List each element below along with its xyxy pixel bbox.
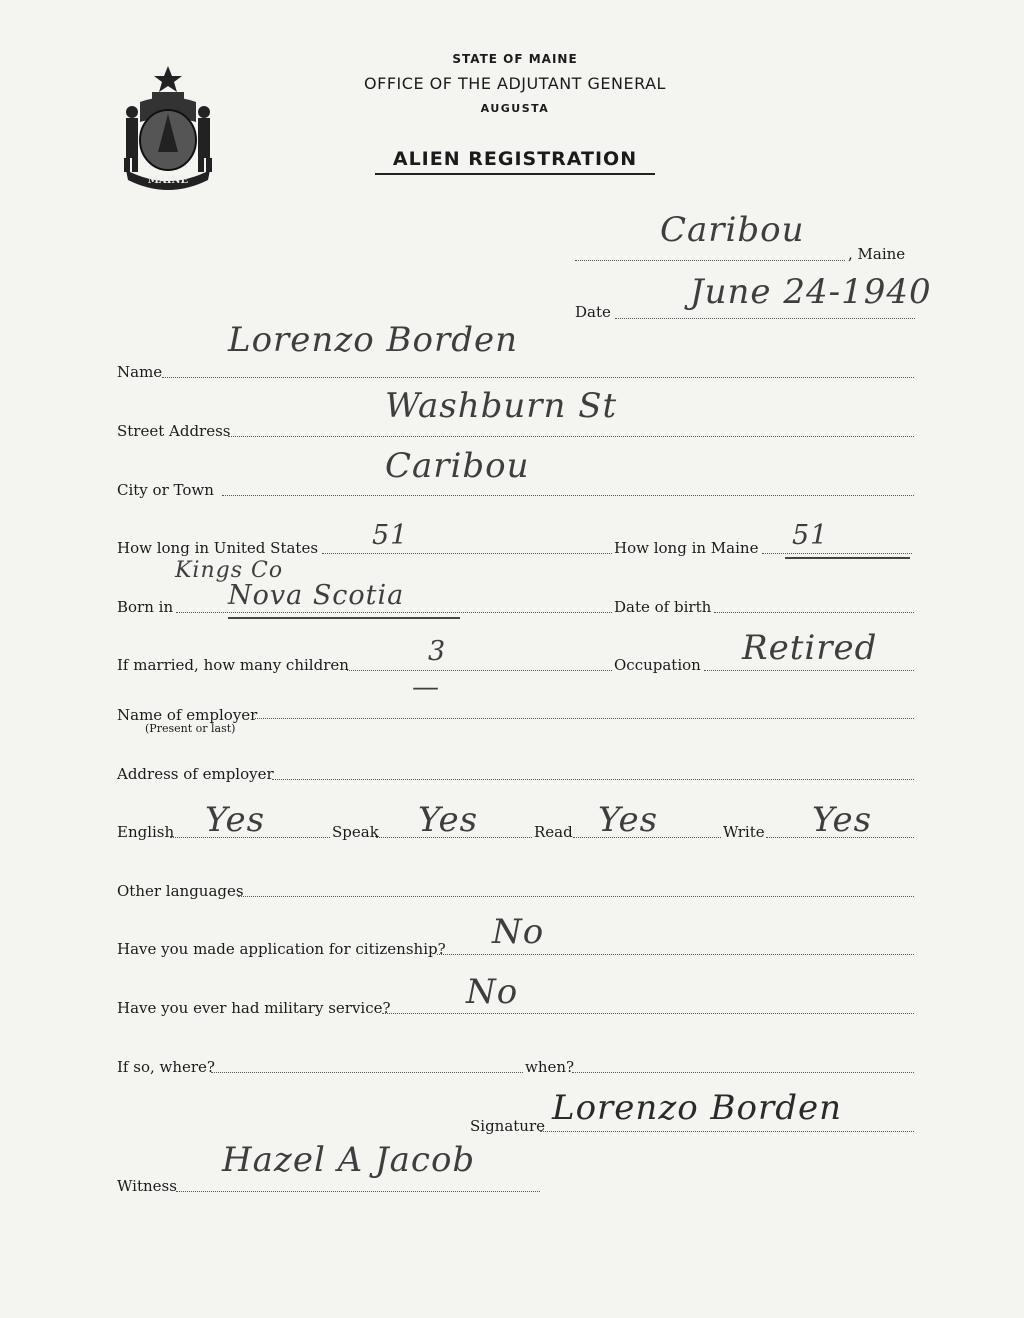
dob-label: Date of birth bbox=[614, 598, 712, 616]
where-line bbox=[211, 1072, 523, 1073]
english-value: Yes bbox=[205, 800, 266, 840]
name-label: Name bbox=[117, 363, 163, 381]
maine-label: , Maine bbox=[848, 245, 906, 263]
date-label: Date bbox=[575, 303, 611, 321]
write-value: Yes bbox=[812, 800, 873, 840]
maine-state-seal bbox=[112, 62, 224, 192]
street-value: Washburn St bbox=[385, 386, 618, 426]
military-label: Have you ever had military service? bbox=[117, 999, 391, 1017]
how-long-us-line bbox=[322, 553, 612, 554]
how-long-us-label: How long in United States bbox=[117, 539, 319, 557]
speak-label: Speak bbox=[332, 823, 379, 841]
occupation-label: Occupation bbox=[614, 656, 701, 674]
born-in-underline bbox=[228, 617, 460, 619]
children-line bbox=[347, 670, 612, 671]
place-value: Caribou bbox=[660, 210, 805, 250]
how-long-maine-value: 51 bbox=[792, 520, 829, 551]
where-label: If so, where? bbox=[117, 1058, 215, 1076]
read-value: Yes bbox=[598, 800, 659, 840]
children-value: 3 bbox=[428, 636, 447, 667]
employer-line bbox=[255, 718, 914, 719]
name-value: Lorenzo Borden bbox=[228, 320, 519, 360]
military-value: No bbox=[466, 972, 519, 1012]
english-label: English bbox=[117, 823, 175, 841]
born-in-province: Nova Scotia bbox=[228, 580, 405, 611]
military-line bbox=[382, 1013, 914, 1014]
name-line bbox=[162, 377, 914, 378]
street-label: Street Address bbox=[117, 422, 231, 440]
signature-label: Signature bbox=[470, 1117, 546, 1135]
speak-value: Yes bbox=[418, 800, 479, 840]
write-label: Write bbox=[723, 823, 765, 841]
occupation-line bbox=[704, 670, 914, 671]
date-line bbox=[615, 318, 915, 319]
employer-label: Name of employer bbox=[117, 706, 258, 724]
employer-address-label: Address of employer bbox=[117, 765, 274, 783]
citizenship-value: No bbox=[492, 912, 545, 952]
signature-value: Lorenzo Borden bbox=[552, 1088, 843, 1128]
children-label: If married, how many children bbox=[117, 656, 349, 674]
place-line bbox=[575, 260, 845, 261]
date-value: June 24-1940 bbox=[690, 272, 932, 312]
svg-text:MAINE: MAINE bbox=[147, 175, 189, 186]
occupation-value: Retired bbox=[742, 628, 878, 668]
other-languages-label: Other languages bbox=[117, 882, 244, 900]
read-label: Read bbox=[534, 823, 573, 841]
when-line bbox=[572, 1072, 914, 1073]
how-long-maine-line bbox=[762, 553, 912, 554]
witness-value: Hazel A Jacob bbox=[222, 1140, 476, 1180]
how-long-maine-underline bbox=[785, 557, 910, 559]
signature-line bbox=[540, 1131, 914, 1132]
employer-note: (Present or last) bbox=[145, 722, 236, 735]
how-long-us-value: 51 bbox=[372, 520, 409, 551]
street-line bbox=[228, 436, 914, 437]
state-heading: STATE OF MAINE bbox=[452, 52, 578, 66]
employer-address-line bbox=[272, 779, 914, 780]
form-title: ALIEN REGISTRATION bbox=[375, 148, 655, 175]
born-in-county: Kings Co bbox=[175, 558, 284, 583]
city-value: Caribou bbox=[385, 446, 530, 486]
employer-value: — bbox=[412, 672, 440, 703]
city-label: City or Town bbox=[117, 481, 214, 499]
witness-label: Witness bbox=[117, 1177, 177, 1195]
born-in-label: Born in bbox=[117, 598, 174, 616]
office-heading: OFFICE OF THE ADJUTANT GENERAL bbox=[364, 74, 666, 93]
citizenship-line bbox=[437, 954, 914, 955]
how-long-maine-label: How long in Maine bbox=[614, 539, 759, 557]
city-heading: AUGUSTA bbox=[480, 102, 550, 115]
when-label: when? bbox=[525, 1058, 575, 1076]
other-languages-line bbox=[238, 896, 914, 897]
dob-line bbox=[714, 612, 914, 613]
born-in-line bbox=[176, 612, 612, 613]
citizenship-label: Have you made application for citizenship? bbox=[117, 940, 446, 958]
city-line bbox=[222, 495, 914, 496]
witness-line bbox=[176, 1191, 540, 1192]
